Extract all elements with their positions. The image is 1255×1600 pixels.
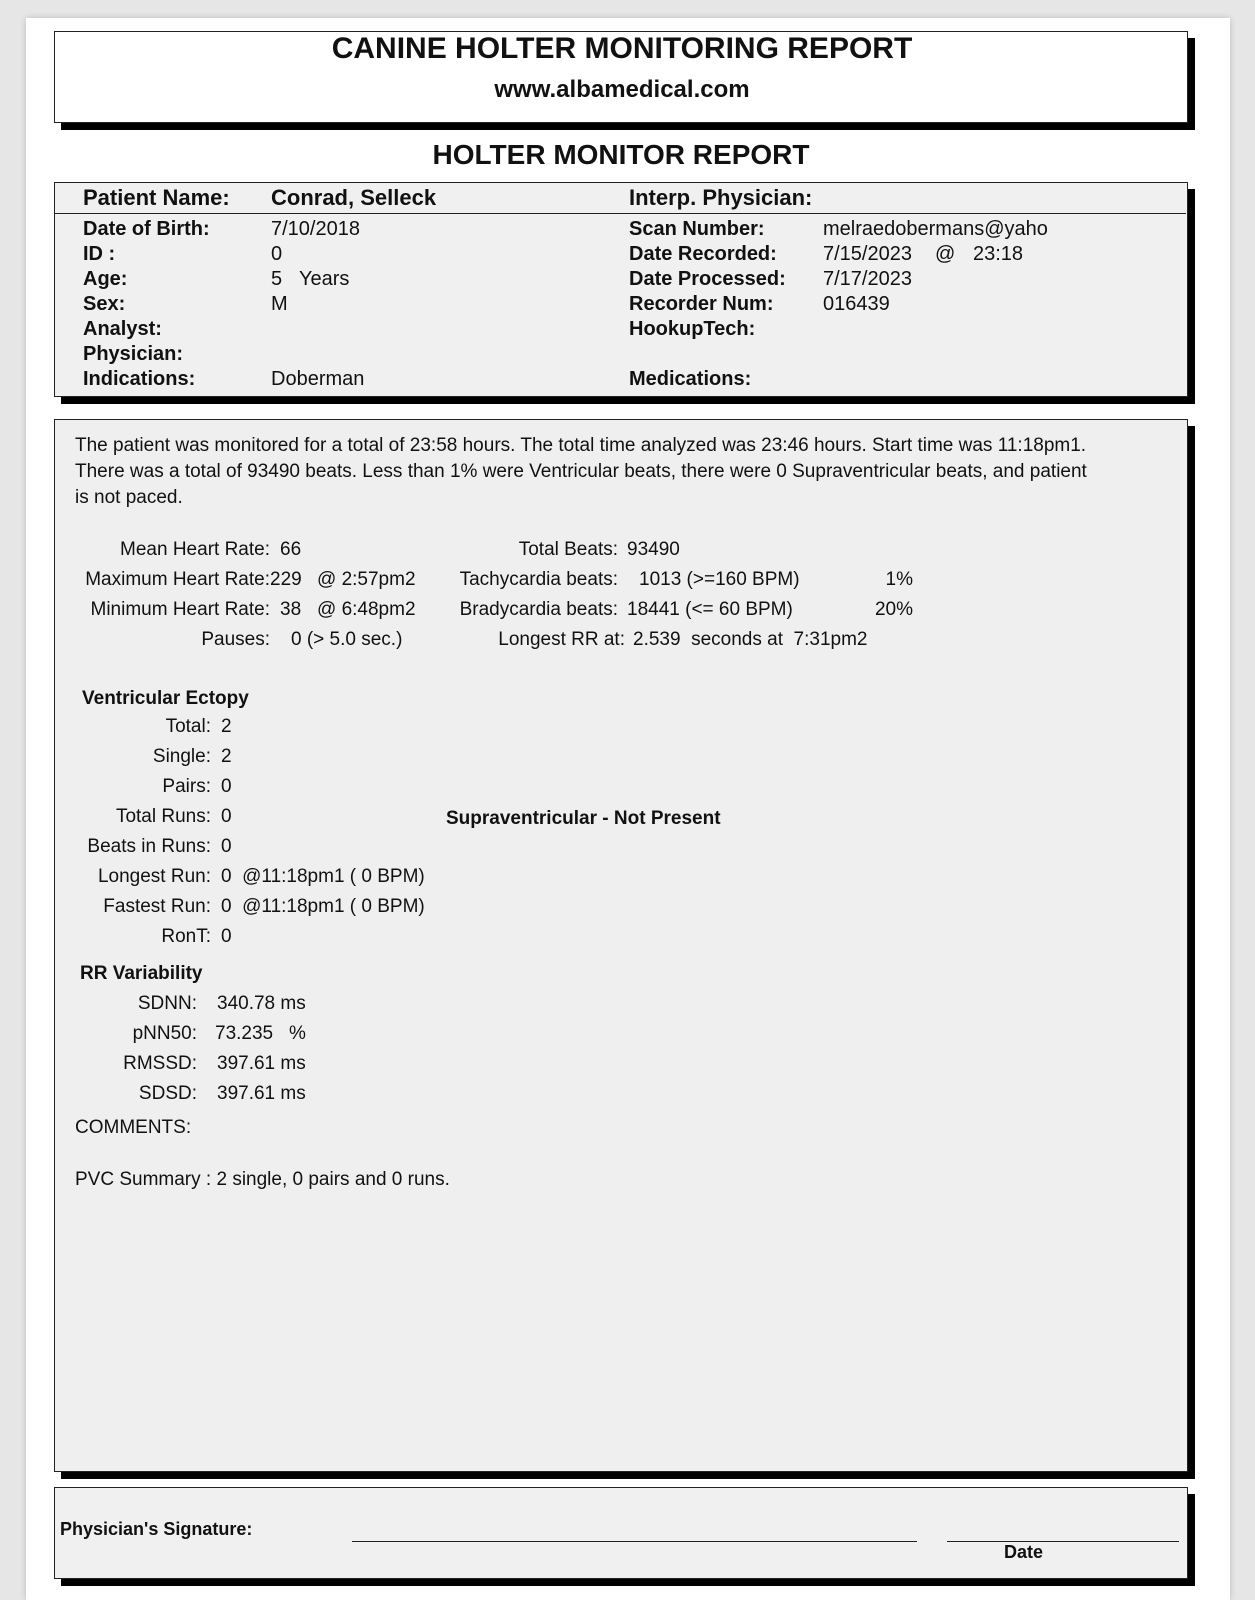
report-body-box: [54, 419, 1188, 1472]
vent-ront-value: 0: [221, 926, 232, 947]
max-hr-time: @ 2:57pm2: [317, 569, 416, 590]
vent-single-value: 2: [221, 746, 232, 767]
date-recorded-at: @: [935, 243, 956, 265]
medications-label: Medications:: [629, 368, 752, 390]
rr-sdsd-label: SDSD:: [138, 1083, 197, 1104]
vent-beats-in-runs-label: Beats in Runs:: [87, 836, 211, 857]
physician-label: Physician:: [83, 343, 184, 365]
pvc-summary: PVC Summary : 2 single, 0 pairs and 0 runs.: [75, 1169, 450, 1190]
vent-single-label: Single:: [152, 746, 211, 767]
ventricular-heading: Ventricular Ectopy: [82, 688, 249, 709]
sex-value: M: [271, 293, 288, 315]
rr-sdsd-value: 397.61 ms: [217, 1083, 306, 1104]
vent-fastest-run-label: Fastest Run:: [103, 896, 211, 917]
supraventricular-status: Supraventricular - Not Present: [446, 808, 721, 829]
header-box: [54, 31, 1188, 123]
recorder-num-value: 016439: [823, 293, 890, 315]
summary-line-2: There was a total of 93490 beats. Less than 1% were Ventricular beats, there were 0 Supraventricular beats, and patient: [75, 461, 1087, 482]
age-unit: Years: [299, 268, 350, 290]
vent-longest-run-value: 0 @11:18pm1 ( 0 BPM): [221, 866, 425, 887]
age-value: 5: [271, 268, 283, 290]
date-recorded-label: Date Recorded:: [629, 243, 777, 265]
dob-label: Date of Birth:: [83, 218, 210, 240]
vent-total-runs-value: 0: [221, 806, 232, 827]
total-beats-label: Total Beats:: [518, 539, 618, 560]
min-hr-label: Minimum Heart Rate:: [90, 599, 270, 620]
summary-line-1: The patient was monitored for a total of 23:58 hours. The total time analyzed was 23:46 hours. Start time was 11:18pm1.: [75, 435, 1087, 456]
vent-total-runs-label: Total Runs:: [115, 806, 211, 827]
summary-line-3: is not paced.: [75, 487, 183, 508]
physician-signature-label: Physician's Signature:: [60, 1519, 253, 1539]
indications-value: Doberman: [271, 368, 365, 390]
rr-rmssd-value: 397.61 ms: [217, 1053, 306, 1074]
date-recorded-value: 7/15/2023: [823, 243, 912, 265]
brady-beats-label: Bradycardia beats:: [459, 599, 618, 620]
total-beats-value: 93490: [627, 539, 680, 560]
analyst-label: Analyst:: [83, 318, 162, 340]
patient-name-value: Conrad, Selleck: [271, 185, 437, 210]
age-label: Age:: [83, 268, 128, 290]
report-subtitle: HOLTER MONITOR REPORT: [432, 139, 810, 170]
min-hr-value: 38: [280, 599, 302, 620]
report-title: CANINE HOLTER MONITORING REPORT: [331, 32, 913, 65]
signature-box: [54, 1487, 1188, 1579]
vent-pairs-value: 0: [221, 776, 232, 797]
patient-name-label: Patient Name:: [83, 185, 230, 210]
mean-hr-label: Mean Heart Rate:: [120, 539, 270, 560]
vent-total-value: 2: [221, 716, 232, 737]
date-processed-label: Date Processed:: [629, 268, 786, 290]
rr-rmssd-label: RMSSD:: [123, 1053, 197, 1074]
interp-physician-label: Interp. Physician:: [629, 185, 813, 210]
max-hr-label: Maximum Heart Rate:: [85, 569, 270, 590]
date-recorded-time: 23:18: [973, 243, 1024, 265]
longest-rr-value: 2.539 seconds at 7:31pm2: [633, 629, 868, 650]
vent-beats-in-runs-value: 0: [221, 836, 232, 857]
pauses-value: 0 (> 5.0 sec.): [291, 629, 403, 650]
date-processed-value: 7/17/2023: [823, 268, 912, 290]
brady-beats-value: 18441 (<= 60 BPM): [627, 599, 793, 620]
scan-number-label: Scan Number:: [629, 218, 765, 240]
vent-pairs-label: Pairs:: [162, 776, 211, 797]
indications-label: Indications:: [83, 368, 196, 390]
dob-value: 7/10/2018: [271, 218, 360, 240]
rr-pnn50-label: pNN50:: [132, 1023, 197, 1044]
vent-fastest-run-value: 0 @11:18pm1 ( 0 BPM): [221, 896, 425, 917]
longest-rr-label: Longest RR at:: [498, 629, 625, 650]
mean-hr-value: 66: [280, 539, 302, 560]
pauses-label: Pauses:: [201, 629, 270, 650]
rr-sdnn-label: SDNN:: [137, 993, 197, 1014]
date-line: [947, 1541, 1179, 1542]
tachy-beats-pct: 1%: [885, 569, 913, 590]
id-value: 0: [271, 243, 283, 265]
rr-sdnn-value: 340.78 ms: [217, 993, 306, 1014]
recorder-num-label: Recorder Num:: [629, 293, 774, 315]
id-label: ID :: [83, 243, 116, 265]
vent-total-label: Total:: [165, 716, 211, 737]
patient-header-divider: [55, 213, 1186, 214]
tachy-beats-value: 1013 (>=160 BPM): [639, 569, 800, 590]
website-url: www.albamedical.com: [494, 76, 750, 103]
sex-label: Sex:: [83, 293, 126, 315]
date-label: Date: [1004, 1542, 1044, 1562]
min-hr-time: @ 6:48pm2: [317, 599, 416, 620]
vent-longest-run-label: Longest Run:: [97, 866, 211, 887]
max-hr-value: 229: [270, 569, 302, 590]
rr-variability-heading: RR Variability: [80, 963, 203, 984]
rr-pnn50-value: 73.235 %: [215, 1023, 306, 1044]
signature-line: [352, 1541, 917, 1542]
hookup-tech-label: HookupTech:: [629, 318, 756, 340]
tachy-beats-label: Tachycardia beats:: [459, 569, 618, 590]
vent-ront-label: RonT:: [161, 926, 211, 947]
comments-label: COMMENTS:: [75, 1117, 192, 1138]
scan-number-value: melraedobermans@yaho: [823, 218, 1048, 240]
brady-beats-pct: 20%: [874, 599, 913, 620]
patient-info-box: [54, 182, 1188, 397]
